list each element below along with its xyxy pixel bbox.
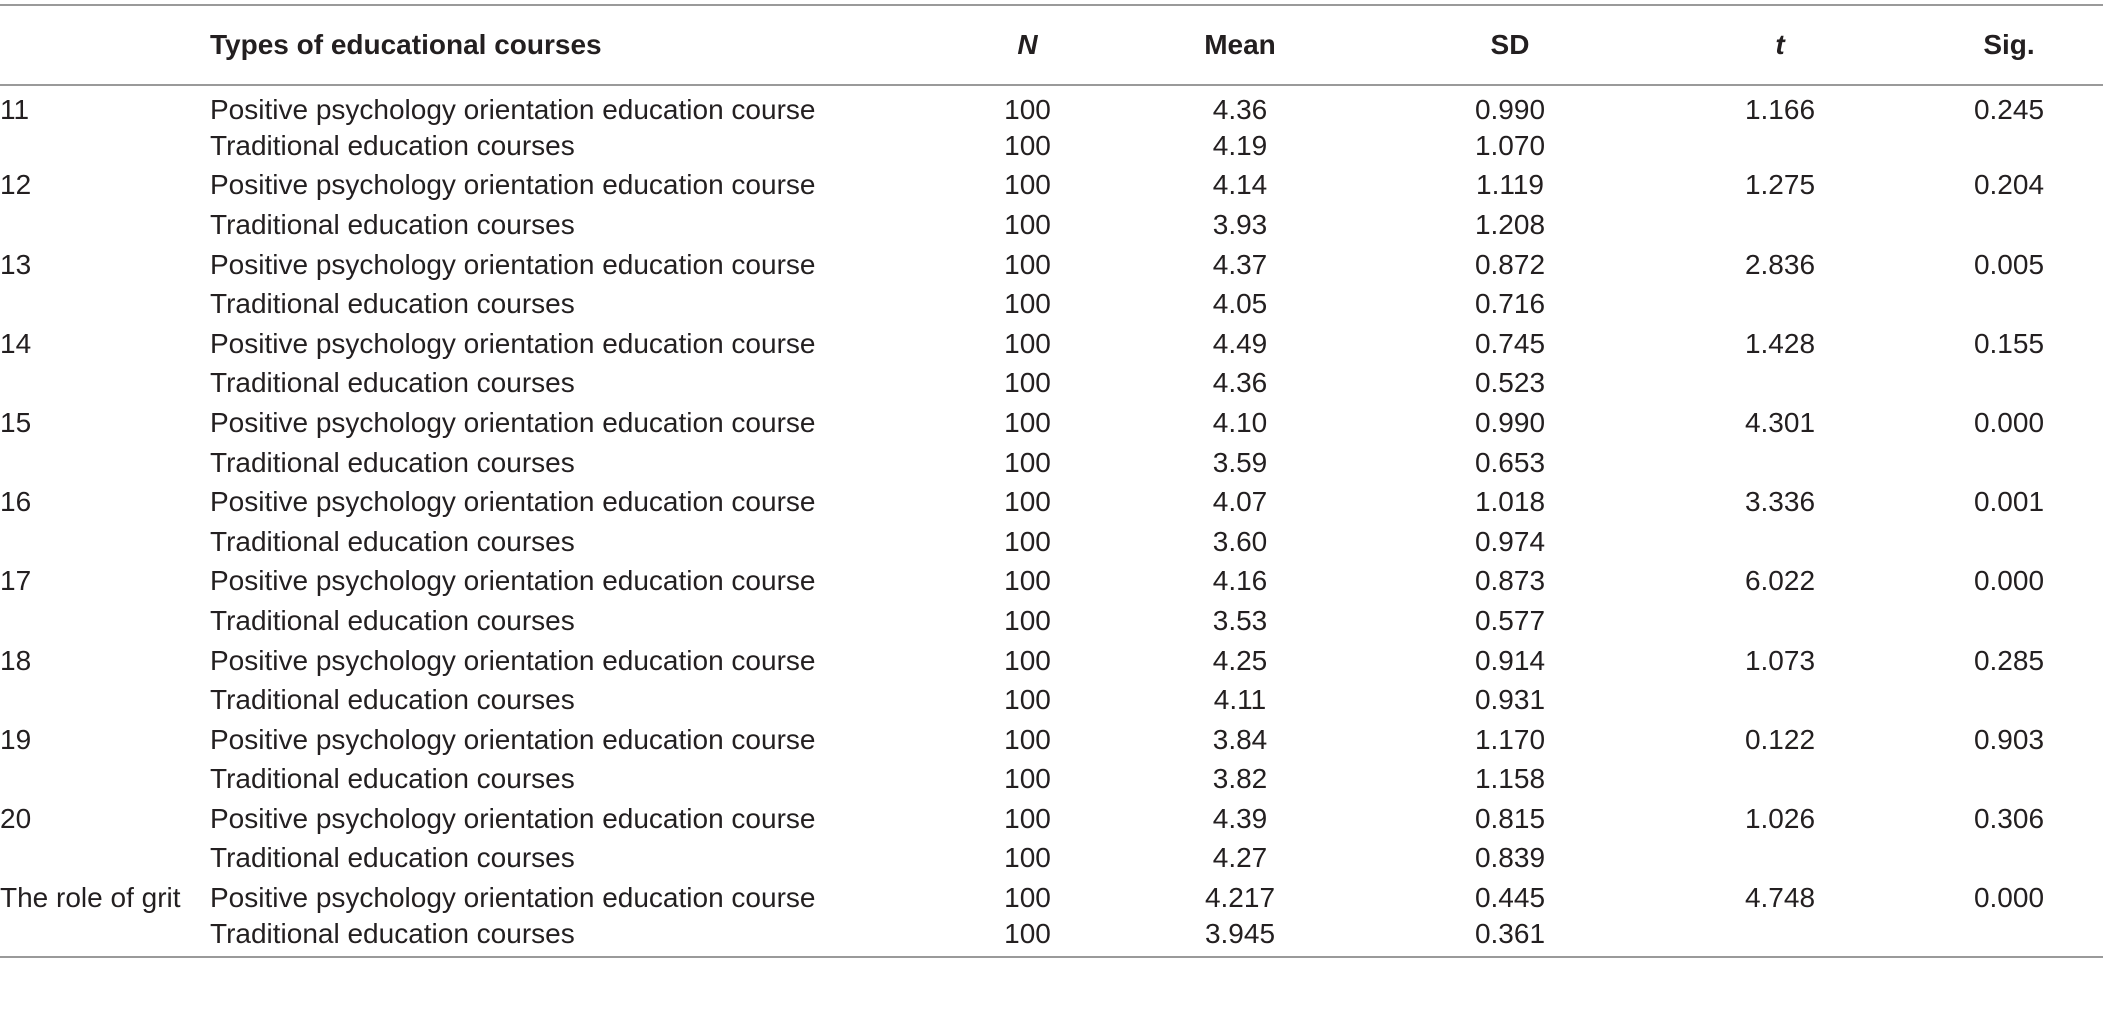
table-header: [0, 5, 2103, 85]
cell-mean: 4.14: [1212, 169, 1268, 201]
cell-t: [1645, 839, 1915, 879]
cell-item: The role of grit: [0, 882, 181, 914]
cell-n: 100: [950, 918, 1105, 958]
header-mean: Mean: [1105, 5, 1375, 85]
cell-t: 6.022: [1744, 565, 1816, 597]
cell-t: 2.836: [1744, 248, 1816, 280]
cell-n: 100: [1004, 327, 1051, 359]
cell-n: 100: [1004, 565, 1051, 597]
cell-item: 18: [0, 644, 32, 676]
table-row: [0, 482, 2103, 522]
cell-sd: 0.577: [1474, 604, 1546, 636]
cell-course-type: Positive psychology orientation education course: [210, 327, 816, 359]
cell-n: 100: [1004, 208, 1051, 240]
cell-sd: 1.170: [1474, 723, 1546, 755]
header-sig: Sig.: [1915, 5, 2103, 85]
table-row: [0, 245, 2103, 285]
cell-course-type: Positive psychology orientation education course: [210, 169, 816, 201]
table-row: [0, 641, 2103, 681]
cell-sig: 0.155: [1973, 327, 2045, 359]
cell-n: 100: [1004, 882, 1051, 914]
cell-mean: 4.36: [1212, 94, 1268, 125]
table-row: [0, 166, 2103, 206]
cell-course-type: Traditional education courses: [210, 288, 575, 320]
cell-sig: 0.285: [1973, 644, 2045, 676]
cell-item: [0, 126, 210, 166]
cell-t: [1645, 126, 1915, 166]
cell-t: 1.275: [1744, 169, 1816, 201]
cell-item: [0, 364, 210, 404]
cell-sig: 0.000: [1973, 882, 2045, 914]
cell-sig: [1915, 680, 2103, 720]
header-sd: SD: [1375, 5, 1645, 85]
cell-mean: 4.10: [1212, 406, 1268, 438]
cell-t: 0.122: [1744, 723, 1816, 755]
header-t: t: [1645, 5, 1915, 85]
cell-sd: 0.974: [1474, 525, 1546, 557]
cell-mean: 4.25: [1212, 644, 1268, 676]
cell-item: 12: [0, 169, 32, 201]
cell-mean: 4.36: [1212, 367, 1268, 399]
cell-item: 11: [0, 94, 30, 125]
cell-sd: 0.990: [1474, 406, 1546, 438]
cell-course-type: Traditional education courses: [210, 525, 575, 557]
cell-course-type: Positive psychology orientation education course: [210, 723, 816, 755]
cell-t: [1645, 601, 1915, 641]
cell-sig: [1915, 364, 2103, 404]
cell-t: 3.336: [1744, 486, 1816, 518]
cell-item: [0, 284, 210, 324]
cell-course-type: Positive psychology orientation education course: [210, 882, 816, 914]
cell-mean: 4.16: [1212, 565, 1268, 597]
cell-mean: 4.05: [1212, 288, 1268, 320]
cell-mean: 3.60: [1212, 525, 1268, 557]
table-row: [0, 85, 2103, 126]
cell-n: 100: [1004, 288, 1051, 320]
cell-sig: 0.000: [1973, 406, 2045, 438]
cell-course-type: Traditional education courses: [210, 684, 575, 716]
cell-course-type: Positive psychology orientation education course: [210, 486, 816, 518]
table-row: [0, 364, 2103, 404]
cell-mean: 4.37: [1212, 248, 1268, 280]
cell-course-type: Positive psychology orientation education course: [210, 248, 816, 280]
cell-course-type: Traditional education courses: [210, 129, 575, 161]
cell-t: [1645, 443, 1915, 483]
cell-sig: 0.000: [1973, 565, 2045, 597]
cell-sig: 0.001: [1973, 486, 2045, 518]
cell-item: [0, 680, 210, 720]
cell-t: 1.026: [1744, 802, 1816, 834]
cell-item: 16: [0, 486, 32, 518]
cell-item: 15: [0, 406, 32, 438]
cell-mean: 4.39: [1212, 802, 1268, 834]
cell-mean: 4.49: [1212, 327, 1268, 359]
cell-course-type: Traditional education courses: [210, 918, 950, 958]
cell-sd: 0.523: [1474, 367, 1546, 399]
cell-sig: 0.903: [1973, 723, 2045, 755]
cell-sd: 1.119: [1476, 169, 1544, 201]
cell-item: [0, 522, 210, 562]
table-row: [0, 126, 2103, 166]
cell-sig: 0.306: [1973, 802, 2045, 834]
cell-mean: 3.945: [1105, 918, 1375, 958]
cell-sd: 0.914: [1474, 644, 1546, 676]
cell-t: [1645, 680, 1915, 720]
cell-item: 14: [0, 327, 32, 359]
cell-sig: [1915, 284, 2103, 324]
cell-n: 100: [1004, 129, 1051, 161]
cell-item: [0, 760, 210, 800]
cell-course-type: Positive psychology orientation education course: [210, 94, 816, 125]
cell-sd: 1.158: [1474, 763, 1546, 795]
cell-sd: 0.445: [1474, 882, 1546, 914]
results-table-container: [0, 4, 2103, 958]
cell-sd: 0.716: [1474, 288, 1546, 320]
cell-mean: 4.27: [1212, 842, 1268, 874]
cell-n: 100: [1004, 367, 1051, 399]
cell-sd: 0.815: [1474, 802, 1546, 834]
cell-sig: [1915, 601, 2103, 641]
cell-n: 100: [1004, 446, 1051, 478]
header-n: N: [950, 5, 1105, 85]
table-row: [0, 799, 2103, 839]
cell-item: [0, 601, 210, 641]
header-item: [0, 5, 210, 85]
cell-t: [1645, 522, 1915, 562]
cell-sd: 0.839: [1474, 842, 1546, 874]
cell-sd: 1.070: [1474, 129, 1546, 161]
cell-n: 100: [1004, 604, 1051, 636]
cell-n: 100: [1004, 248, 1051, 280]
cell-mean: 4.217: [1204, 882, 1276, 914]
table-row: [0, 522, 2103, 562]
cell-sd: 0.873: [1474, 565, 1546, 597]
cell-n: 100: [1004, 684, 1051, 716]
cell-item: [0, 205, 210, 245]
cell-n: 100: [1004, 525, 1051, 557]
cell-course-type: Traditional education courses: [210, 446, 575, 478]
table-row: [0, 720, 2103, 760]
cell-sd: 0.872: [1474, 248, 1546, 280]
table-row: [0, 839, 2103, 879]
cell-n: 100: [1004, 763, 1051, 795]
cell-course-type: Traditional education courses: [210, 208, 575, 240]
cell-item: [0, 839, 210, 879]
cell-n: 100: [1004, 644, 1051, 676]
table-row: [0, 205, 2103, 245]
cell-sd: 1.018: [1474, 486, 1546, 518]
cell-t: [1645, 205, 1915, 245]
cell-sig: [1915, 205, 2103, 245]
cell-sig: 0.204: [1973, 169, 2045, 201]
cell-item: 13: [0, 248, 32, 280]
header-course-type: Types of educational courses: [210, 5, 950, 85]
cell-t: 1.073: [1744, 644, 1816, 676]
cell-sd: 0.653: [1474, 446, 1546, 478]
table-row: [0, 562, 2103, 602]
cell-sig: [1915, 126, 2103, 166]
cell-t: [1645, 364, 1915, 404]
cell-t: 1.428: [1744, 327, 1816, 359]
cell-mean: 3.82: [1212, 763, 1268, 795]
cell-item: [0, 443, 210, 483]
cell-n: 100: [1004, 169, 1051, 201]
cell-mean: 4.11: [1213, 684, 1267, 716]
cell-t: [1645, 284, 1915, 324]
cell-sig: [1915, 918, 2103, 958]
cell-mean: 3.84: [1212, 723, 1268, 755]
cell-n: 100: [1004, 406, 1051, 438]
cell-mean: 4.19: [1212, 129, 1268, 161]
cell-n: 100: [1004, 723, 1051, 755]
cell-sd: 0.361: [1375, 918, 1645, 958]
cell-course-type: Positive psychology orientation education course: [210, 644, 816, 676]
cell-sd: 0.990: [1474, 94, 1546, 125]
cell-mean: 3.93: [1212, 208, 1268, 240]
header-row: [0, 5, 2103, 85]
cell-t: 4.748: [1744, 882, 1816, 914]
cell-item: 20: [0, 802, 32, 834]
cell-sig: 0.005: [1973, 248, 2045, 280]
cell-mean: 4.07: [1212, 486, 1268, 518]
cell-n: 100: [1004, 842, 1051, 874]
cell-sig: [1915, 522, 2103, 562]
cell-mean: 3.59: [1212, 446, 1268, 478]
cell-course-type: Positive psychology orientation education course: [210, 406, 816, 438]
cell-sd: 0.745: [1474, 327, 1546, 359]
cell-n: 100: [1004, 802, 1051, 834]
table-row: [0, 760, 2103, 800]
table-row: [0, 284, 2103, 324]
table-body: [0, 85, 2103, 957]
cell-sig: [1915, 839, 2103, 879]
cell-n: 100: [1004, 486, 1051, 518]
cell-t: [1645, 760, 1915, 800]
cell-sd: 0.931: [1474, 684, 1546, 716]
cell-course-type: Positive psychology orientation education course: [210, 802, 816, 834]
cell-t: [1645, 918, 1915, 958]
cell-course-type: Traditional education courses: [210, 367, 575, 399]
table-row: [0, 324, 2103, 364]
cell-course-type: Positive psychology orientation education course: [210, 565, 816, 597]
cell-t: 4.301: [1744, 406, 1816, 438]
table-row: [0, 918, 2103, 958]
cell-sig: [1915, 443, 2103, 483]
results-table: [0, 4, 2103, 958]
cell-course-type: Traditional education courses: [210, 604, 575, 636]
table-row: [0, 403, 2103, 443]
cell-sig: 0.245: [1973, 94, 2045, 125]
cell-item: 19: [0, 723, 32, 755]
table-row: [0, 878, 2103, 918]
cell-item: [0, 918, 210, 958]
cell-sig: [1915, 760, 2103, 800]
cell-n: 100: [1004, 94, 1051, 125]
table-row: [0, 680, 2103, 720]
cell-mean: 3.53: [1212, 604, 1268, 636]
cell-item: 17: [0, 565, 32, 597]
table-row: [0, 443, 2103, 483]
table-row: [0, 601, 2103, 641]
cell-t: 1.166: [1744, 94, 1816, 125]
cell-course-type: Traditional education courses: [210, 842, 575, 874]
cell-sd: 1.208: [1474, 208, 1546, 240]
cell-course-type: Traditional education courses: [210, 763, 575, 795]
